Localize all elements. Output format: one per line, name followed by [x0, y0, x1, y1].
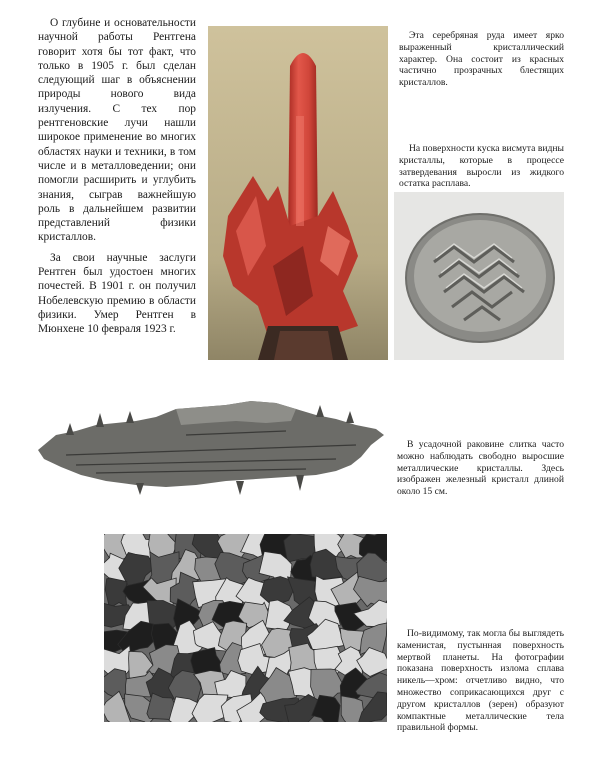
bismuth-photo [394, 192, 564, 360]
ingot-caption [397, 439, 564, 498]
silver-ore-caption [399, 30, 564, 89]
nickel-chrome-caption-text: По-видимому, так могла бы выглядеть каменистая, пустынная поверхность мертвой планеты. На фотографии показана поверхность излома сплава никель—хром: отчетливо видно, что множество соприкасающихся друг с другом кристаллов (зерен) образуют компактные металлические тела правильной формы. [397, 628, 564, 734]
ingot-caption-text: В усадочной раковине слитка часто можно наблюдать свободно выросшие металлические кристаллы. Здесь изображен железный кристалл длиной около 15 см. [397, 439, 564, 498]
iron-crystal-photo [36, 395, 386, 499]
nickel-chrome-caption [397, 628, 564, 734]
bismuth-caption-text: На поверхности куска висмута видны кристаллы, которые в процессе затвердевания выросли из жидкого остатка расплава. [399, 143, 564, 190]
silver-ore-caption-text: Эта серебряная руда имеет ярко выраженный кристаллический характер. Она состоит из красных частично прозрачных блестящих кристаллов. [399, 30, 564, 89]
main-paragraph-2: За свои научные заслуги Рентген был удостоен многих почестей. В 1901 г. он получил Нобелевскую премию в области физики. Умер Рентген в Мюнхене 10 февраля 1923 г. [38, 251, 196, 336]
bismuth-caption [399, 143, 564, 190]
grain [105, 578, 127, 608]
silver-ore-photo [208, 26, 388, 360]
nickel-chrome-photo [104, 534, 387, 722]
main-paragraph-1: О глубине и основательности научной работы Рентгена говорит хотя бы тот факт, что только в 1905 г. был сделан следующий шаг в объяснении природы нового вида излучения. С тех пор рентгеновские лучи нашли широкое применение во многих областях науки и техники, в том числе и в металловедении; они помогли расширить и углубить знания, сыграв важнейшую роль в дальнейшем развитии представлений физики кристаллов. [38, 17, 196, 244]
main-text [38, 16, 196, 337]
